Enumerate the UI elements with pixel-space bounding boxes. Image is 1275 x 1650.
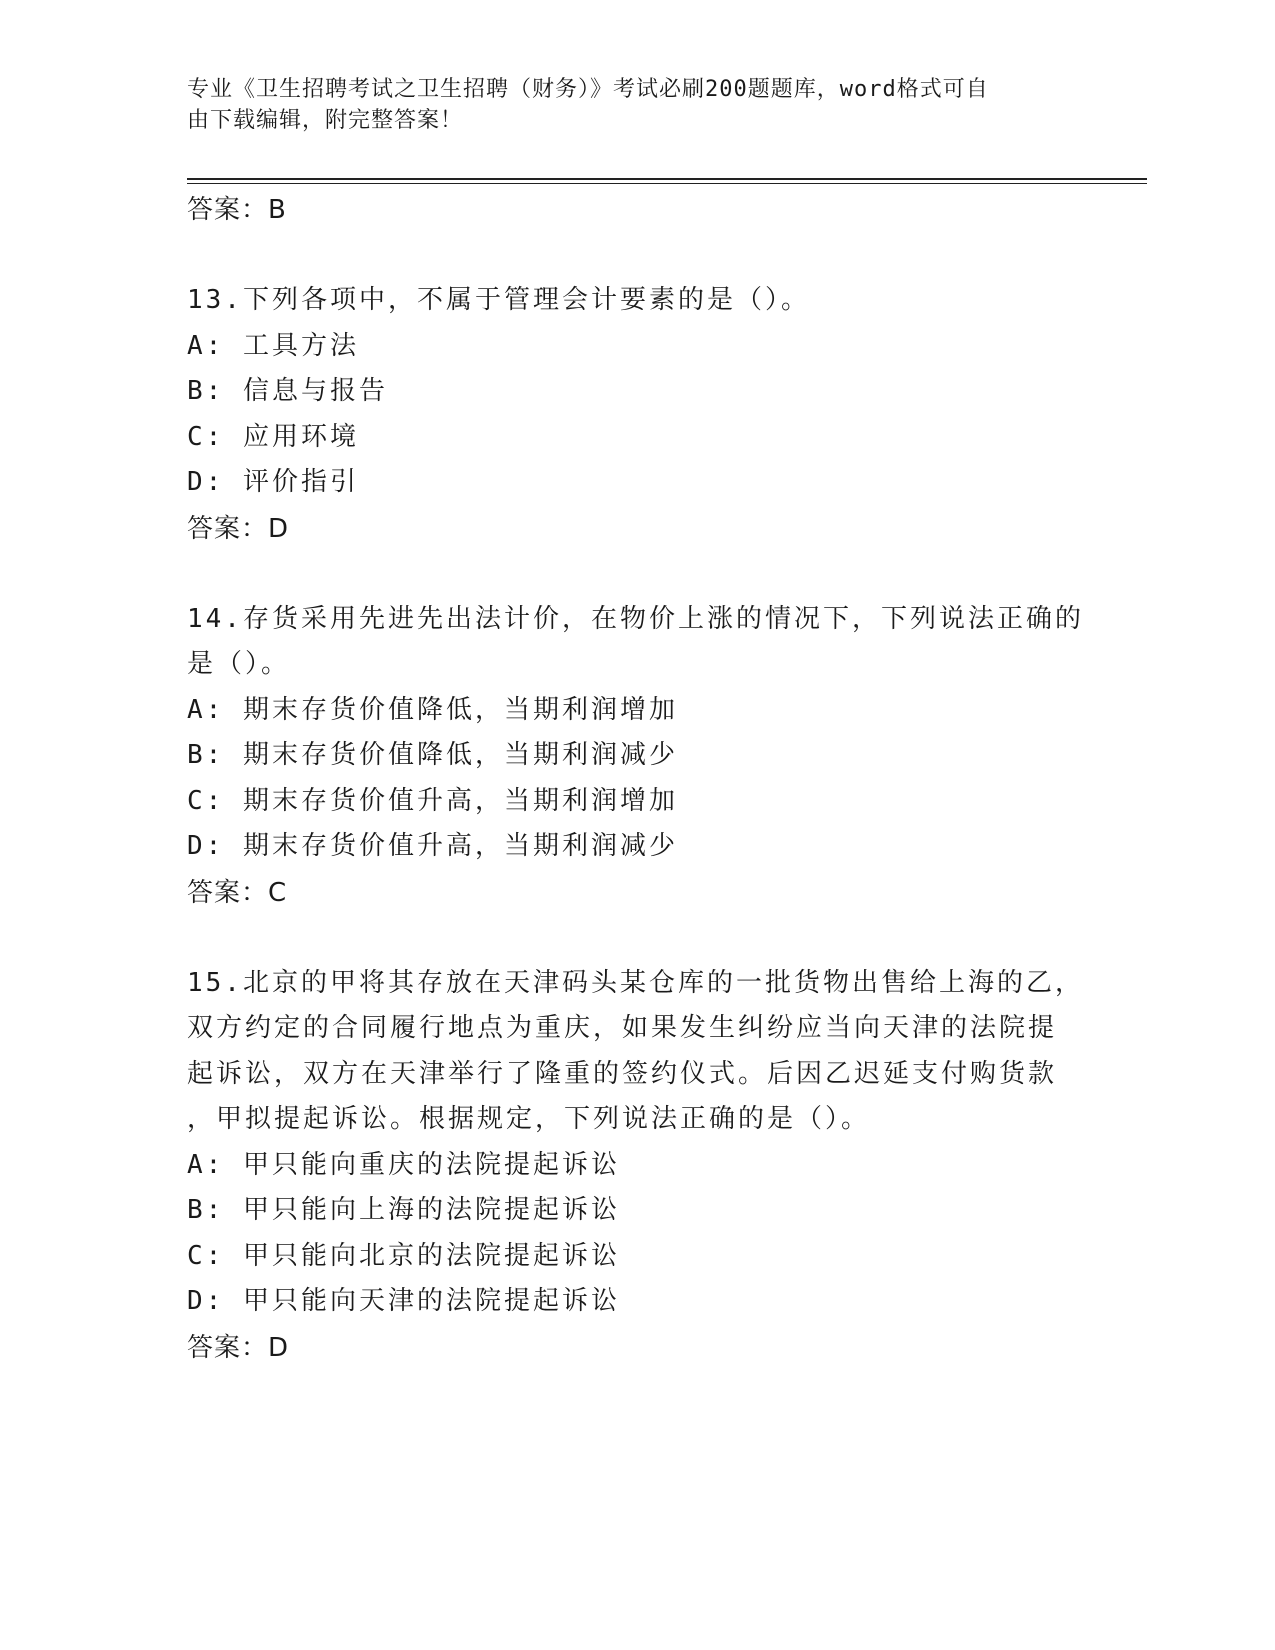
option-d: D: 评价指引 — [187, 467, 359, 497]
question-block-13 — [187, 278, 1087, 552]
header-divider-thick — [187, 178, 1147, 180]
answer-line: 答案：D — [187, 513, 290, 544]
question-text: 双方约定的合同履行地点为重庆，如果发生纠纷应当向天津的法院提 — [187, 1013, 1058, 1043]
option-a: A: 甲只能向重庆的法院提起诉讼 — [187, 1149, 620, 1180]
option-a: A: 工具方法 — [187, 330, 359, 361]
option-c: C: 期末存货价值升高，当期利润增加 — [187, 785, 678, 816]
spacer — [187, 916, 1087, 961]
question-block-14 — [187, 597, 1087, 916]
question-text: 起诉讼，双方在天津举行了隆重的签约仪式。后因乙迟延支付购货款 — [187, 1058, 1058, 1089]
spacer — [187, 233, 1087, 278]
option-b: B: 期末存货价值降低，当期利润减少 — [187, 740, 678, 770]
question-block-15 — [187, 961, 1087, 1371]
question-text: 是（）。 — [187, 649, 291, 679]
document-header — [187, 74, 1067, 136]
question-text: ，甲拟提起诉讼。根据规定，下列说法正确的是（）。 — [187, 1104, 871, 1134]
spacer — [187, 552, 1087, 597]
option-a: A: 期末存货价值降低，当期利润增加 — [187, 694, 678, 725]
option-c: C: 甲只能向北京的法院提起诉讼 — [187, 1240, 620, 1271]
header-divider-thin — [187, 183, 1147, 184]
answer-line: 答案：B — [187, 195, 287, 225]
option-c: C: 应用环境 — [187, 421, 359, 452]
question-text: 14.存货采用先进先出法计价，在物价上涨的情况下，下列说法正确的 — [187, 603, 1084, 634]
option-d: D: 期末存货价值升高，当期利润减少 — [187, 831, 678, 861]
header-line-2: 由下载编辑，附完整答案！ — [187, 108, 464, 133]
question-text: 15.北京的甲将其存放在天津码头某仓库的一批货物出售给上海的乙， — [187, 967, 1084, 998]
answer-line: 答案：C — [187, 877, 288, 908]
answer-line: 答案：D — [187, 1332, 290, 1363]
option-b: B: 信息与报告 — [187, 376, 388, 406]
question-text: 13.下列各项中，不属于管理会计要素的是（）。 — [187, 285, 810, 315]
option-b: B: 甲只能向上海的法院提起诉讼 — [187, 1195, 620, 1225]
option-d: D: 甲只能向天津的法院提起诉讼 — [187, 1286, 620, 1316]
document-body — [187, 187, 1087, 1371]
header-line-1: 专业《卫生招聘考试之卫生招聘（财务）》考试必刷200题题库，word格式可自 — [187, 77, 989, 102]
